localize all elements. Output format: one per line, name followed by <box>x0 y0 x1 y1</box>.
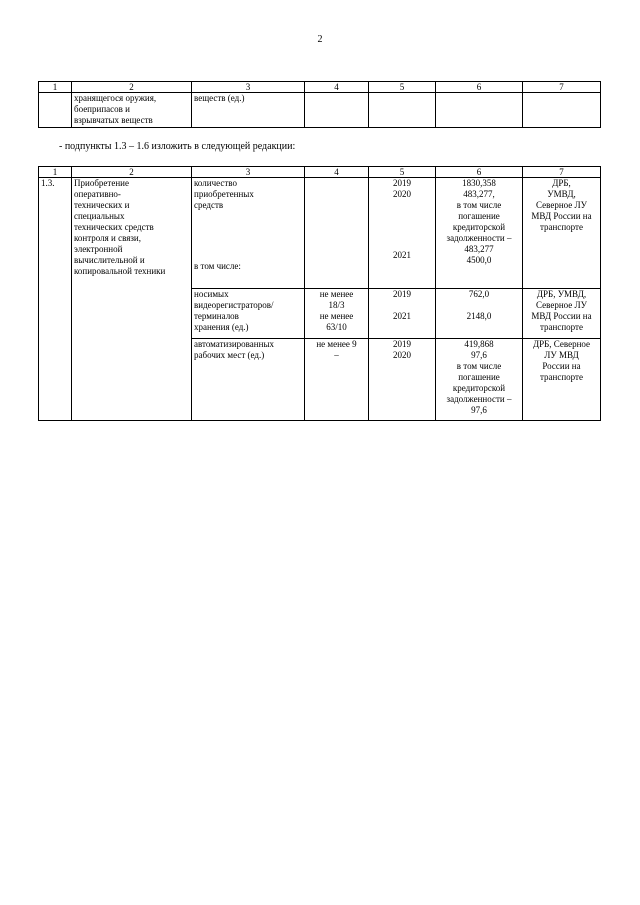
cell-number: 1.3. <box>39 178 72 421</box>
col-header: 7 <box>523 82 601 93</box>
amount-text: 2148,0 <box>466 311 492 321</box>
col-header: 2 <box>72 82 192 93</box>
col-header: 6 <box>436 167 523 178</box>
cell-amount <box>436 178 523 289</box>
col-header: 1 <box>39 167 72 178</box>
table-row <box>39 93 601 128</box>
cell-indicator: веществ (ед.) <box>192 93 305 128</box>
including-label: в том числе: <box>194 261 241 271</box>
cell-executor: ДРБ, Северное ЛУ МВД России на транспорте <box>523 339 601 421</box>
target-text: не менее 18/3 <box>319 289 354 310</box>
cell <box>523 93 601 128</box>
col-header: 3 <box>192 82 305 93</box>
cell-indicator <box>192 178 305 289</box>
col-header: 6 <box>436 82 523 93</box>
cell <box>436 93 523 128</box>
cell-executor: ДРБ, УМВД, Северное ЛУ МВД России на транспорте <box>523 289 601 339</box>
col-header: 1 <box>39 82 72 93</box>
col-header: 7 <box>523 167 601 178</box>
cell-target: не менее 9 – <box>305 339 369 421</box>
page-number: 2 <box>317 34 323 45</box>
year-text: 2019 <box>393 289 411 299</box>
cell-target <box>305 289 369 339</box>
table-previous <box>38 81 601 128</box>
table-new-edition <box>38 166 601 421</box>
cell-amount <box>436 289 523 339</box>
col-header: 5 <box>369 82 436 93</box>
table-row <box>39 178 601 289</box>
cell-executor: ДРБ, УМВД, Северное ЛУ МВД России на транспорте <box>523 178 601 289</box>
amount-text: 1830,358 483,277, в том числе погашение кредиторской задолженности – 483,277 <box>446 178 512 254</box>
amount-text: 4500,0 <box>466 255 492 265</box>
col-header: 2 <box>72 167 192 178</box>
cell-name: Приобретение оперативно- технических и специальных технических средств контроля и связи, электронной вычислительной и копировальной техники <box>72 178 192 421</box>
cell-years <box>369 178 436 289</box>
cell <box>369 93 436 128</box>
table-header-row <box>39 167 601 178</box>
cell-target <box>305 178 369 289</box>
cell <box>39 93 72 128</box>
intro-text: - подпункты 1.3 – 1.6 изложить в следующей редакции: <box>59 141 296 152</box>
cell <box>305 93 369 128</box>
indicator-text: количество приобретенных средств <box>194 178 254 210</box>
cell-amount: 419,868 97,6 в том числе погашение кредиторской задолженности – 97,6 <box>436 339 523 421</box>
col-header: 3 <box>192 167 305 178</box>
col-header: 5 <box>369 167 436 178</box>
col-header: 4 <box>305 167 369 178</box>
years-text: 2019 2020 <box>393 178 411 199</box>
cell-name: хранящегося оружия, боеприпасов и взрывчатых веществ <box>72 93 192 128</box>
target-text: не менее 63/10 <box>319 311 354 332</box>
amount-text: 762,0 <box>468 289 490 299</box>
cell-indicator: носимых видеорегистраторов/ терминалов хранения (ед.) <box>192 289 305 339</box>
table-header-row <box>39 82 601 93</box>
cell-indicator: автоматизированных рабочих мест (ед.) <box>192 339 305 421</box>
col-header: 4 <box>305 82 369 93</box>
year-text: 2021 <box>393 311 411 321</box>
cell-years <box>369 289 436 339</box>
year-text: 2021 <box>393 250 411 260</box>
cell-years: 2019 2020 <box>369 339 436 421</box>
